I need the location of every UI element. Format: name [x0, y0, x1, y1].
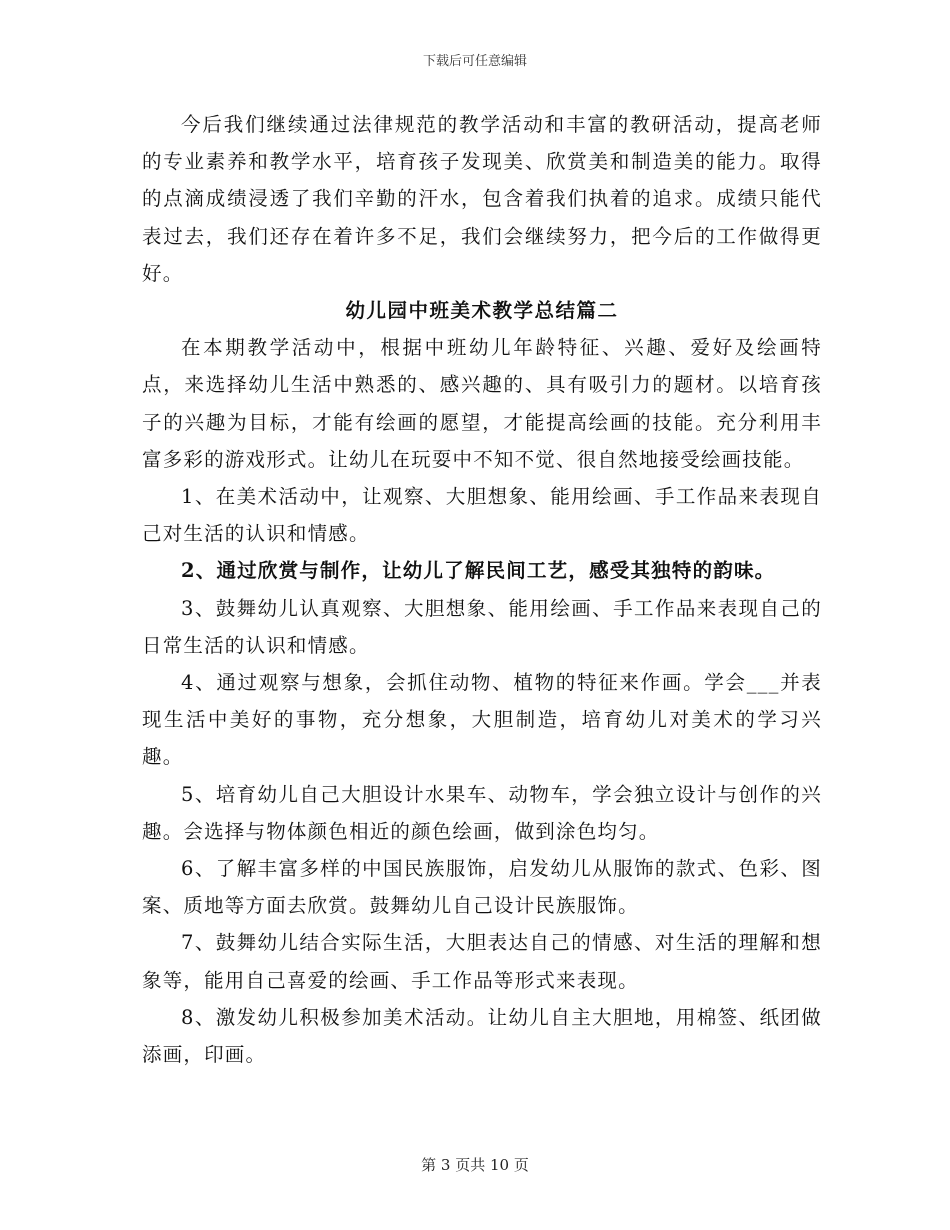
paragraph-intro: 今后我们继续通过法律规范的教学活动和丰富的教研活动，提高老师的专业素养和教学水平，培育孩子发现美、欣赏美和制造美的能力。取得的点滴成绩浸透了我们辛勤的汗水，包含着我们执着的追求。成绩只能代表过去，我们还存在着许多不足，我们会继续努力，把今后的工作做得更好。	[142, 113, 822, 285]
list-item-8: 8、激发幼儿积极参加美术活动。让幼儿自主大胆地，用棉签、纸团做添画，印画。	[142, 1005, 822, 1067]
document-body	[142, 106, 822, 1073]
page-header-note: 下载后可任意编辑	[422, 54, 527, 69]
list-item-6: 6、了解丰富多样的中国民族服饰，启发幼儿从服饰的款式、色彩、图案、质地等方面去欣赏。鼓舞幼儿自己设计民族服饰。	[142, 857, 822, 918]
list-item-4: 4、通过观察与想象，会抓住动物、植物的特征来作画。学会___并表现生活中美好的事物，充分想象，大胆制造，培育幼儿对美术的学习兴趣。	[142, 671, 822, 769]
list-item-2: 2、通过欣赏与制作，让幼儿了解民间工艺，感受其独特的韵味。	[181, 559, 776, 583]
paragraph-section-intro: 在本期教学活动中，根据中班幼儿年龄特征、兴趣、爱好及绘画特点，来选择幼儿生活中熟悉的、感兴趣的、具有吸引力的题材。以培育孩子的兴趣为目标，才能有绘画的愿望，才能提高绘画的技能。充分利用丰富多彩的游戏形式。让幼儿在玩耍中不知不觉、很自然地接受绘画技能。	[142, 336, 822, 471]
list-item-7: 7、鼓舞幼儿结合实际生活，大胆表达自己的情感、对生活的理解和想象等，能用自己喜爱的绘画、手工作品等形式来表现。	[142, 931, 822, 992]
section-heading: 幼儿园中班美术教学总结篇二	[345, 299, 619, 323]
list-item-5: 5、培育幼儿自己大胆设计水果车、动物车，学会独立设计与创作的兴趣。会选择与物体颜色相近的颜色绘画，做到涂色均匀。	[142, 782, 822, 843]
list-item-1: 1、在美术活动中，让观察、大胆想象、能用绘画、手工作品来表现自己对生活的认识和情感。	[142, 485, 822, 546]
page-number: 第 3 页共 10 页	[421, 1156, 529, 1174]
list-item-3: 3、鼓舞幼儿认真观察、大胆想象、能用绘画、手工作品来表现自己的日常生活的认识和情感。	[142, 596, 822, 657]
